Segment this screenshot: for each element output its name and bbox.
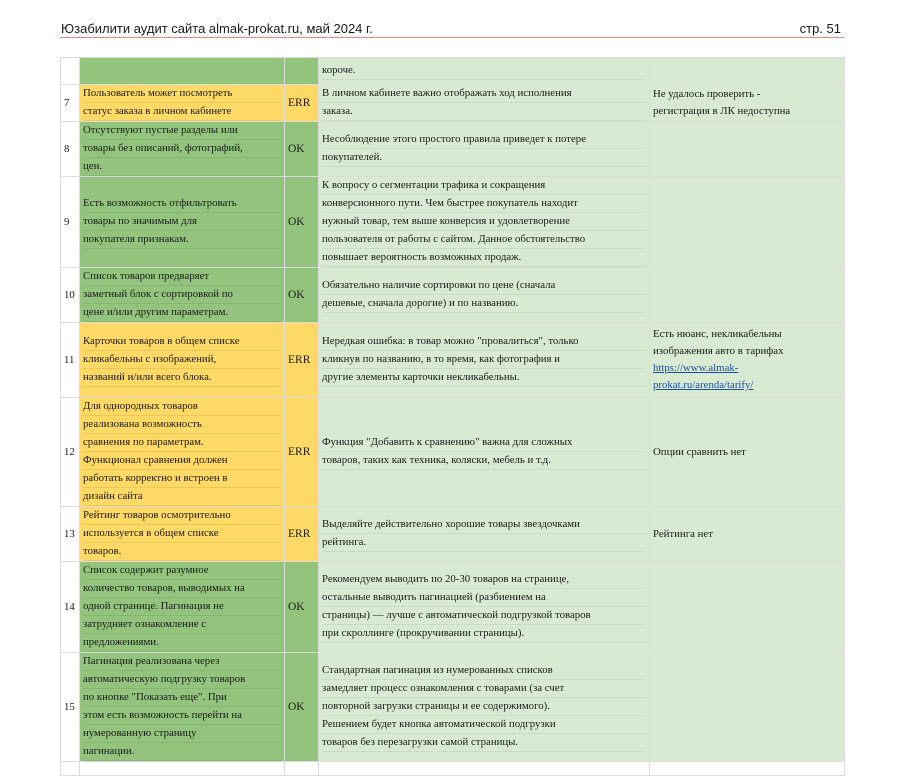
criterion-line: этом есть возможность перейти на (83, 707, 281, 725)
row-number-cell: 12 (61, 398, 80, 507)
document-title: Юзабилити аудит сайта almak-prokat.ru, май 2024 г. (61, 21, 373, 36)
criterion-line: заметный блок с сортировкой по (83, 286, 281, 304)
criterion-cell (80, 762, 285, 776)
page-number: стр. 51 (799, 21, 841, 36)
comment-line: при скроллинге (прокручивании страницы). (322, 625, 646, 643)
criterion-line: товары без описаний, фотографий, (83, 140, 281, 158)
comment-cell (319, 85, 650, 122)
comment-line: пользователя от работы с сайтом. Данное обстоятельство (322, 231, 646, 249)
comment-line: Выделяйте действительно хорошие товары звездочками (322, 516, 646, 534)
status-cell: OK (285, 177, 319, 268)
status-cell: OK (285, 653, 319, 762)
comment-cell (319, 562, 650, 653)
note-cell (650, 653, 845, 762)
row-number-cell (61, 58, 80, 85)
comment-line: Рекомендуем выводить по 20-30 товаров на странице, (322, 571, 646, 589)
criterion-line: товары по значимым для (83, 213, 281, 231)
note-cell (650, 762, 845, 776)
comment-line: повторной загрузки страницы и ее содержимого). (322, 698, 646, 716)
criterion-line: кликабельны с изображений, (83, 351, 281, 369)
comment-cell (319, 58, 650, 85)
comment-cell (319, 398, 650, 507)
table-row (61, 268, 845, 323)
criterion-line: по кнопке "Показать еще". При (83, 689, 281, 707)
comment-line: Нередкая ошибка: в товар можно "провалиться", только (322, 333, 646, 351)
criterion-line: названий и/или всего блока. (83, 369, 281, 387)
criterion-line: товаров. (83, 543, 281, 561)
comment-line: короче. (322, 62, 646, 80)
comment-line: рейтинга. (322, 534, 646, 552)
status-cell: OK (285, 122, 319, 177)
criterion-cell (80, 268, 285, 323)
criterion-line: Отсутствуют пустые разделы или (83, 122, 281, 140)
row-number-cell: 14 (61, 562, 80, 653)
table-row (61, 562, 845, 653)
criterion-line: Функционал сравнения должен (83, 452, 281, 470)
table-row (61, 323, 845, 398)
note-line: Не удалось проверить - (653, 88, 761, 100)
row-number-cell: 11 (61, 323, 80, 398)
row-number-cell: 8 (61, 122, 80, 177)
status-cell: ERR (285, 323, 319, 398)
comment-line: В личном кабинете важно отображать ход исполнения (322, 85, 646, 103)
criterion-line: Список товаров предваряет (83, 268, 281, 286)
criterion-line: затрудняет ознакомление с (83, 616, 281, 634)
tariff-link[interactable]: https://www.almak- (653, 362, 739, 374)
comment-line: остальные выводить пагинацией (разбиением на (322, 589, 646, 607)
criterion-cell (80, 653, 285, 762)
row-number-cell: 7 (61, 85, 80, 122)
page-header (60, 19, 844, 38)
row-number-cell: 13 (61, 507, 80, 562)
row-number-cell: 10 (61, 268, 80, 323)
comment-line: кликнув по названию, в то время, как фотография и (322, 351, 646, 369)
table-row-continued (61, 58, 845, 85)
note-line: Опции сравнить нет (653, 445, 746, 458)
tariff-link[interactable]: prokat.ru/arenda/tarify/ (653, 379, 754, 391)
comment-cell (319, 653, 650, 762)
note-line: Есть нюанс, некликабельны (653, 328, 782, 340)
criterion-line: цене и/или другим параметрам. (83, 304, 281, 322)
comment-line: Решением будет кнопка автоматической подгрузки (322, 716, 646, 734)
criterion-cell (80, 507, 285, 562)
comment-line: дешевые, сначала дорогие) и по названию. (322, 295, 646, 313)
comment-cell (319, 323, 650, 398)
criterion-line: предложениями. (83, 634, 281, 652)
note-cell (650, 268, 845, 323)
criterion-line: Рейтинг товаров осмотрительно (83, 507, 281, 525)
row-number-cell: 15 (61, 653, 80, 762)
comment-line: замедляет процесс ознакомления с товарами (за счет (322, 680, 646, 698)
comment-line: заказа. (322, 103, 646, 121)
criterion-line: Пагинация реализована через (83, 653, 281, 671)
row-number-cell: 9 (61, 177, 80, 268)
comment-cell (319, 507, 650, 562)
criterion-line: реализована возможность (83, 416, 281, 434)
comment-line: нужный товар, тем выше конверсия и удовлетворение (322, 213, 646, 231)
note-line: изображения авто в тарифах (653, 345, 784, 357)
comment-line: К вопросу о сегментации трафика и сокращения (322, 177, 646, 195)
criterion-line: Для однородных товаров (83, 398, 281, 416)
criterion-line: количество товаров, выводимых на (83, 580, 281, 598)
comment-line: страницы) — лучше с автоматической подгрузкой товаров (322, 607, 646, 625)
comment-line: товаров без перезагрузки самой страницы. (322, 734, 646, 752)
criterion-cell (80, 85, 285, 122)
table-row (61, 507, 845, 562)
criterion-line: сравнения по параметрам. (83, 434, 281, 452)
comment-line: конверсионного пути. Чем быстрее покупатель находит (322, 195, 646, 213)
comment-line: Стандартная пагинация из нумерованных списков (322, 662, 646, 680)
criterion-line: одной странице. Пагинация не (83, 598, 281, 616)
criterion-line: цен. (83, 158, 281, 176)
table-row (61, 122, 845, 177)
criterion-cell (80, 177, 285, 268)
criterion-line: Список содержит разумное (83, 562, 281, 580)
status-cell: ERR (285, 507, 319, 562)
status-cell (285, 58, 319, 85)
criterion-line: используется в общем списке (83, 525, 281, 543)
criterion-cell (80, 58, 285, 85)
table-row (61, 398, 845, 507)
criterion-cell (80, 323, 285, 398)
note-cell (650, 323, 845, 398)
criterion-cell (80, 562, 285, 653)
note-cell (650, 85, 845, 122)
criterion-line: статус заказа в личном кабинете (83, 103, 281, 121)
criterion-line: Карточки товаров в общем списке (83, 333, 281, 351)
comment-line: покупателей. (322, 149, 646, 167)
criterion-line: автоматическую подгрузку товаров (83, 671, 281, 689)
comment-line: Обязательно наличие сортировки по цене (сначала (322, 277, 646, 295)
note-line: Рейтинга нет (653, 527, 713, 540)
status-cell: OK (285, 268, 319, 323)
note-cell (650, 507, 845, 562)
comment-line: Несоблюдение этого простого правила приведет к потере (322, 131, 646, 149)
comment-cell (319, 762, 650, 776)
note-cell (650, 177, 845, 268)
criterion-line: Пользователь может посмотреть (83, 85, 281, 103)
comment-cell (319, 122, 650, 177)
criterion-line: пагинации. (83, 743, 281, 761)
comment-line: другие элементы карточки некликабельны. (322, 369, 646, 387)
comment-cell (319, 177, 650, 268)
audit-table (60, 57, 845, 776)
criterion-line: работать корректно и встроен в (83, 470, 281, 488)
note-cell (650, 398, 845, 507)
criterion-cell (80, 122, 285, 177)
status-cell: ERR (285, 398, 319, 507)
row-number-cell (61, 762, 80, 776)
criterion-line: нумерованную страницу (83, 725, 281, 743)
table-row (61, 85, 845, 122)
status-cell: ERR (285, 85, 319, 122)
criterion-line: Есть возможность отфильтровать (83, 195, 281, 213)
criterion-cell (80, 398, 285, 507)
note-cell (650, 562, 845, 653)
status-cell: OK (285, 562, 319, 653)
table-row (61, 653, 845, 762)
note-line: регистрация в ЛК недоступна (653, 105, 791, 117)
comment-line: товаров, таких как техника, коляски, мебель и т.д. (322, 452, 646, 470)
note-cell (650, 122, 845, 177)
table-row-empty (61, 762, 845, 776)
comment-line: Функция "Добавить к сравнению" важна для сложных (322, 434, 646, 452)
status-cell (285, 762, 319, 776)
table-row (61, 177, 845, 268)
note-cell (650, 58, 845, 85)
comment-line: повышает вероятность возможных продаж. (322, 249, 646, 267)
comment-cell (319, 268, 650, 323)
criterion-line: покупателя признакам. (83, 231, 281, 249)
criterion-line: дизайн сайта (83, 488, 281, 506)
